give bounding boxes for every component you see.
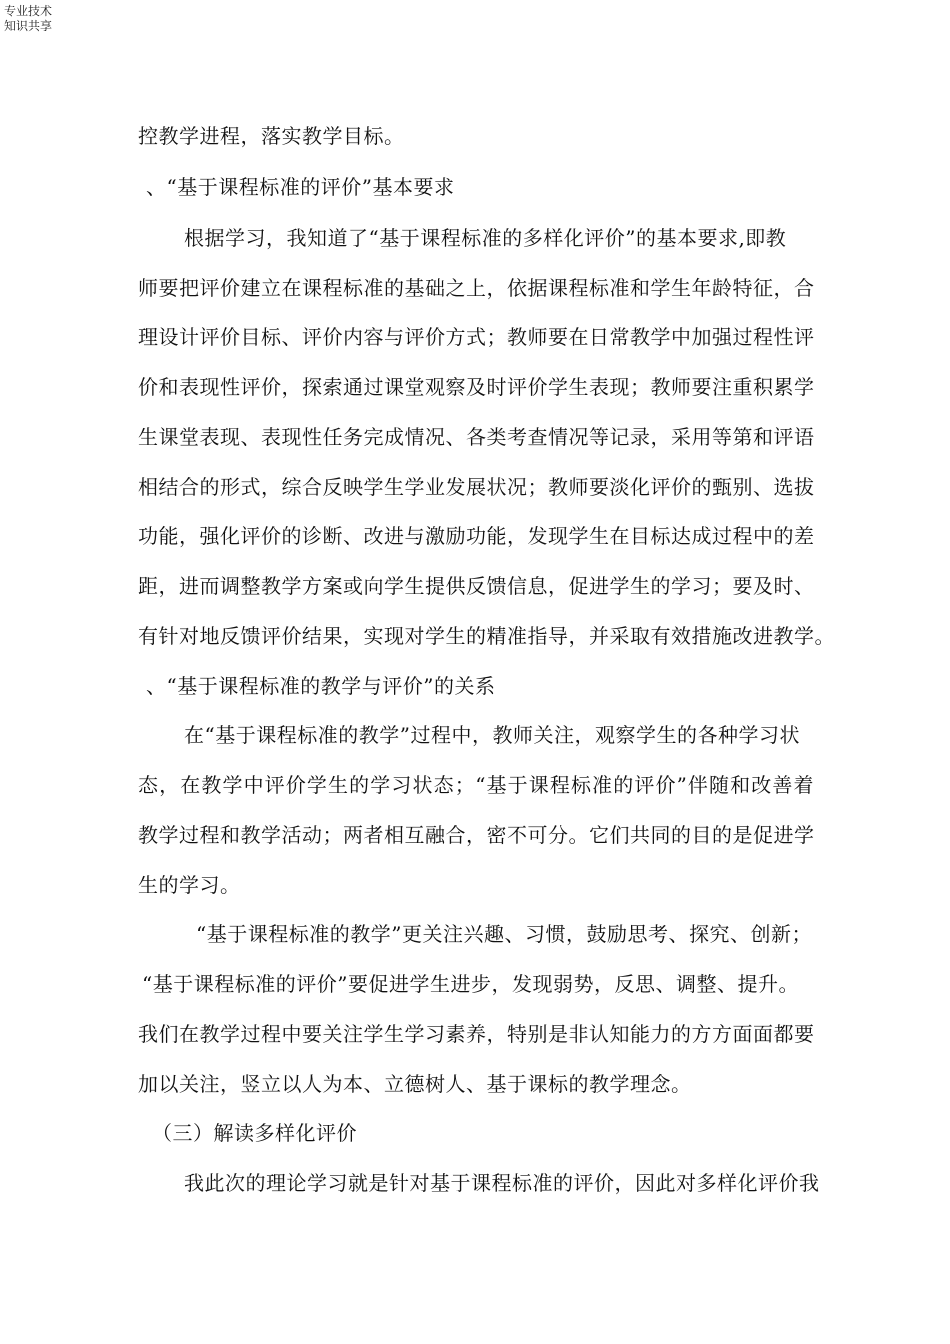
paragraph-line: 我们在教学过程中要关注学生学习素养，特别是非认知能力的方方面面都要 xyxy=(138,1022,815,1046)
corner-watermark-label: 专业技术知识共享 xyxy=(4,4,53,33)
section-heading: （三）解读多样化评价 xyxy=(152,1121,357,1145)
paragraph-line: 相结合的形式，综合反映学生学业发展状况；教师要淡化评价的甄别、选拔 xyxy=(138,475,815,499)
paragraph-line: “基于课程标准的教学”更关注兴趣、习惯，鼓励思考、探究、创新； xyxy=(196,922,812,946)
paragraph-line: 距，进而调整教学方案或向学生提供反馈信息，促进学生的学习；要及时、 xyxy=(138,574,815,598)
paragraph-line: 有针对地反馈评价结果，实现对学生的精准指导，并采取有效措施改进教学。 xyxy=(138,624,835,648)
paragraph-line: 师要把评价建立在课程标准的基础之上，依据课程标准和学生年龄特征，合 xyxy=(138,276,815,300)
paragraph-line: 控教学进程，落实教学目标。 xyxy=(138,124,405,148)
paragraph-line: “基于课程标准的评价”要促进学生进步，发现弱势，反思、调整、提升。 xyxy=(142,972,799,996)
paragraph-line: 生课堂表现、表现性任务完成情况、各类考查情况等记录，采用等第和评语 xyxy=(138,425,815,449)
paragraph-line: 我此次的理论学习就是针对基于课程标准的评价，因此对多样化评价我 xyxy=(184,1171,820,1195)
paragraph-line: 功能，强化评价的诊断、改进与激励功能，发现学生在目标达成过程中的差 xyxy=(138,524,815,548)
paragraph-line: 态，在教学中评价学生的学习状态；“基于课程标准的评价”伴随和改善着 xyxy=(138,773,814,797)
paragraph-line: 理设计评价目标、评价内容与评价方式；教师要在日常教学中加强过程性评 xyxy=(138,325,815,349)
paragraph-line: 加以关注，竖立以人为本、立德树人、基于课标的教学理念。 xyxy=(138,1072,692,1096)
section-heading: 、“基于课程标准的教学与评价”的关系 xyxy=(146,674,496,698)
paragraph-line: 教学过程和教学活动；两者相互融合，密不可分。它们共同的目的是促进学 xyxy=(138,823,815,847)
section-heading: 、“基于课程标准的评价”基本要求 xyxy=(146,175,455,199)
paragraph-line: 根据学习，我知道了“基于课程标准的多样化评价”的基本要求,即教 xyxy=(184,226,787,250)
paragraph-line: 在“基于课程标准的教学”过程中，教师关注，观察学生的各种学习状 xyxy=(184,723,800,747)
paragraph-line: 价和表现性评价，探索通过课堂观察及时评价学生表现；教师要注重积累学 xyxy=(138,375,815,399)
paragraph-line: 生的学习。 xyxy=(138,873,241,897)
